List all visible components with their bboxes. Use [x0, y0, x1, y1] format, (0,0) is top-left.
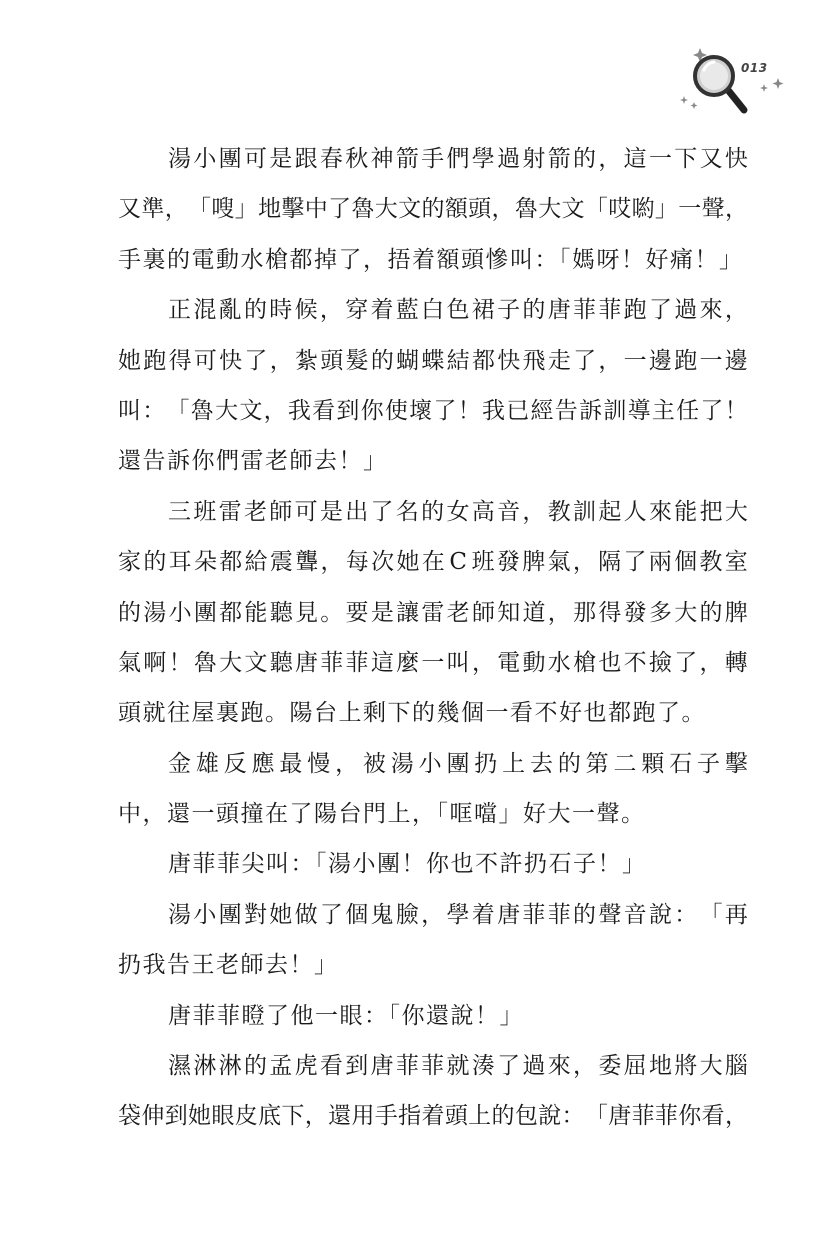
magnifying-glass-icon [672, 40, 792, 120]
text-line: 叫 ： 「 魯 大 文 ， 我 看 到 你 使 壞 了 ！ 我 已 經 告 訴 訓 導 主 任 了 ！ [118, 397, 748, 424]
paragraph-1 [118, 134, 748, 285]
text-line: 唐菲菲尖叫：「湯小團！你也不許扔石子！」 [168, 851, 647, 878]
text-line: 扔我告王老師去！」 [118, 952, 339, 979]
page-number: 013 [741, 61, 768, 75]
text-line: 袋 伸 到 她 眼 皮 底 下 ， 還 用 手 指 着 頭 上 的 包 說 ： 「 唐 菲 菲 你 看 ， [118, 1103, 748, 1130]
text-line: 金 雄 反 應 最 慢 ， 被 湯 小 團 扔 上 去 的 第 二 顆 石 子 擊 [168, 750, 748, 777]
text-line: 還告訴你們雷老師去！」 [118, 448, 388, 475]
text-line: 氣 啊 ！ 魯 大 文 聽 唐 菲 菲 這 麼 一 叫 ， 電 動 水 槍 也 不 撿 了 ， 轉 [118, 649, 748, 676]
text-line: 三 班 雷 老 師 可 是 出 了 名 的 女 高 音 ， 教 訓 起 人 來 能 把 大 [168, 498, 748, 525]
text-line: 頭就往屋裏跑。陽台上剩下的幾個一看不好也都跑了。 [118, 700, 706, 727]
text-line: 湯 小 團 對 她 做 了 個 鬼 臉 ， 學 着 唐 菲 菲 的 聲 音 說 ： 「 再 [168, 901, 748, 928]
text-line: 又 準 ， 「 嗖 」 地 擊 中 了 魯 大 文 的 額 頭 ， 魯 大 文 「 哎 喲 」 一 聲 ， [118, 196, 748, 223]
text-line: 的 湯 小 團 都 能 聽 見 。 要 是 讓 雷 老 師 知 道 ， 那 得 發 多 大 的 脾 [118, 599, 748, 626]
text-line: 手裏的電動水槍都掉了，捂着額頭慘叫：「媽呀！好痛！」 [118, 246, 744, 273]
paragraph-8 [118, 1041, 748, 1142]
paragraph-3 [118, 487, 748, 739]
text-line: 家 的 耳 朵 都 給 震 聾 ， 每 次 她 在 C 班 發 脾 氣 ， 隔 了 兩 個 教 室 [118, 549, 748, 576]
paragraph-7 [118, 991, 748, 1041]
text-line: 她 跑 得 可 快 了 ， 紮 頭 髮 的 蝴 蝶 結 都 快 飛 走 了 ， 一 邊 跑 一 邊 [118, 347, 748, 374]
paragraph-2 [118, 285, 748, 487]
text-line: 濕 淋 淋 的 孟 虎 看 到 唐 菲 菲 就 湊 了 過 來 ， 委 屈 地 將 大 腦 [168, 1053, 748, 1080]
paragraph-5 [118, 839, 748, 889]
text-body [118, 134, 748, 1142]
text-line: 正 混 亂 的 時 候 ， 穿 着 藍 白 色 裙 子 的 唐 菲 菲 跑 了 過 來 ， [168, 297, 748, 324]
paragraph-6 [118, 890, 748, 991]
text-line: 唐菲菲瞪了他一眼：「你還說！」 [168, 1002, 524, 1029]
paragraph-4 [118, 739, 748, 840]
text-line: 中，還一頭撞在了陽台門上，「哐噹」好大一聲。 [118, 801, 646, 828]
text-line: 湯 小 團 可 是 跟 春 秋 神 箭 手 們 學 過 射 箭 的 ， 這 一 下 又 快 [168, 146, 748, 172]
